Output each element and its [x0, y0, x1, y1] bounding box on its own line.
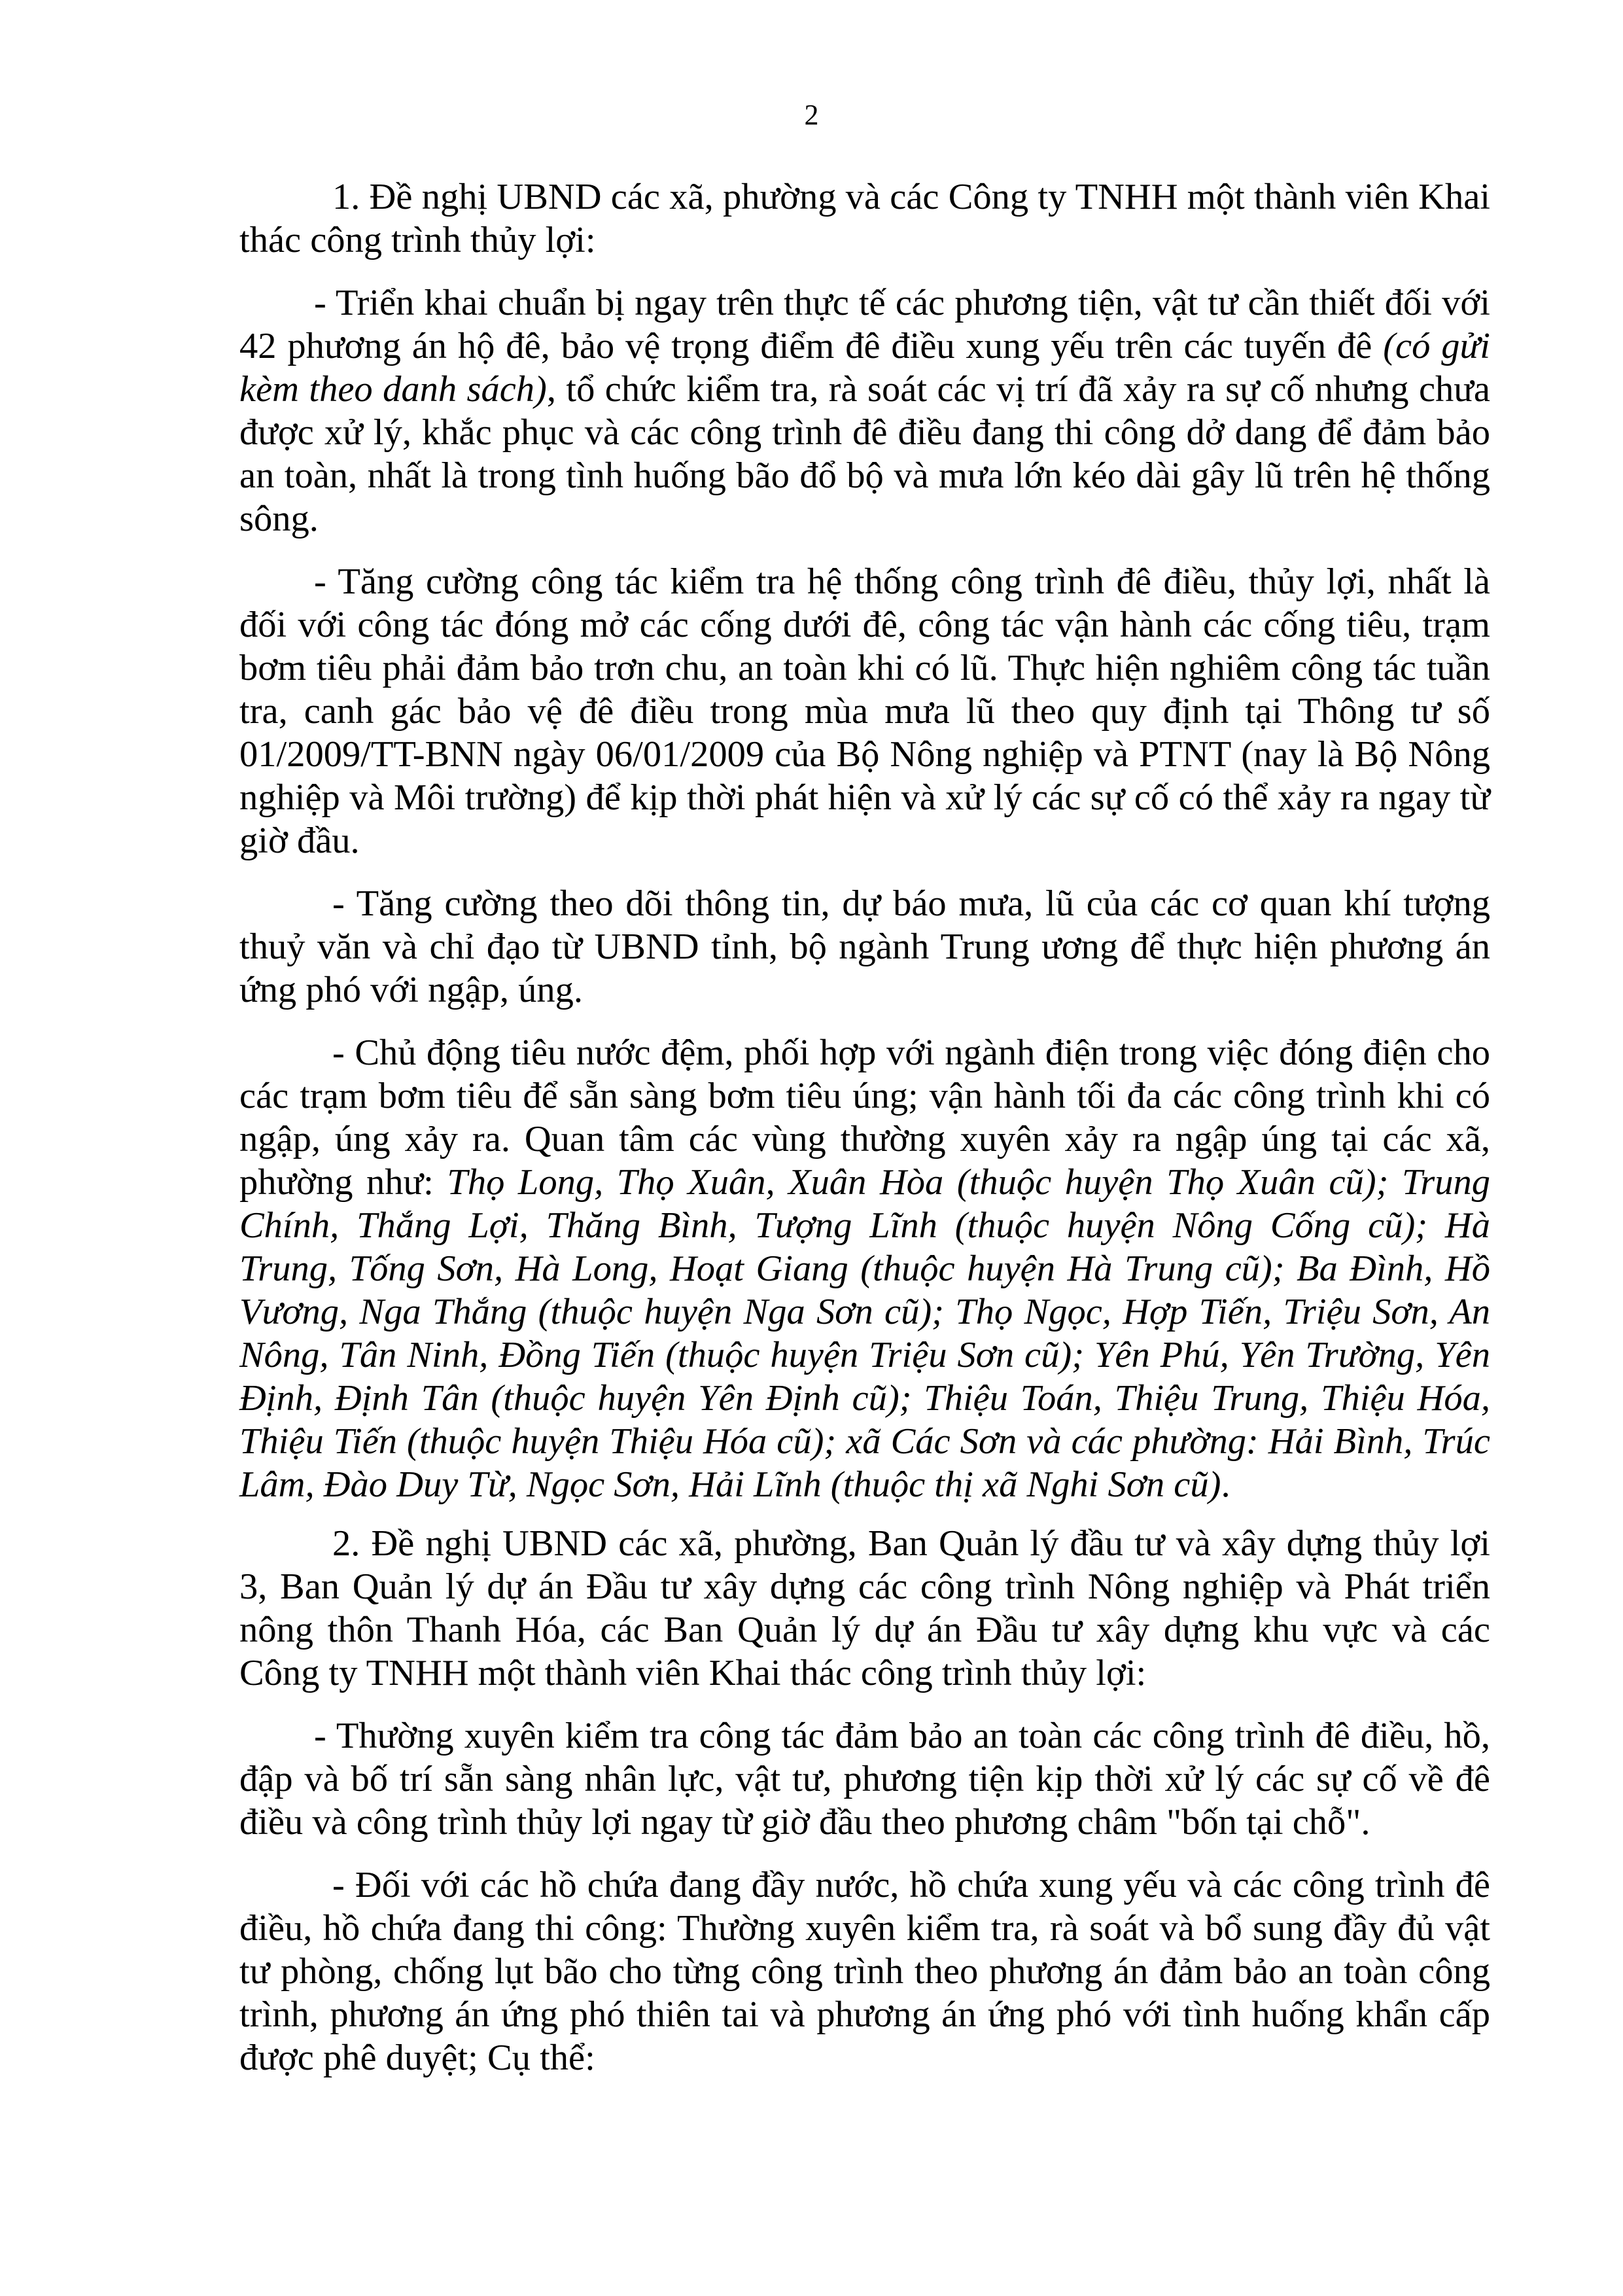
paragraph-bullet-reservoirs: - Đối với các hồ chứa đang đầy nước, hồ chứa xung yếu và các công trình đê điều, hồ chứa đang thi công: Thường xuyên kiểm tra, rà soát và bổ sung đầy đủ vật tư phòng, chống lụt bão cho từng công trình theo phương án đảm bảo an toàn công trình, phương án ứng phó thiên tai và phương án ứng phó với tình huống khẩn cấp được phê duyệt; Cụ thể: — [239, 1865, 1490, 2078]
paragraph-text: - Chủ động tiêu nước đệm, phối hợp với ngành điện trong việc đóng điện cho các trạm bơm tiêu để sẵn sàng bơm tiêu úng; vận hành tối đa các công trình khi có ngập, úng xảy ra. Quan tâm các vùng thường xuyên xảy ra ngập úng tại các xã, phường như: — [239, 1033, 1490, 1203]
paragraph-bullet-drainage — [239, 1031, 1490, 1506]
paragraph-text: , tổ chức kiểm tra, rà soát các vị trí đã xảy ra sự cố nhưng chưa được xử lý, khắc phục và các công trình đê điều đang thi công dở dang để đảm bảo an toàn, nhất là trong tình huống bão đổ bộ và mưa lớn kéo dài gây lũ trên hệ thống sông. — [239, 369, 1490, 539]
paragraph-text: - Triển khai chuẩn bị ngay trên thực tế các phương tiện, vật tư cần thiết đối với 42 phương án hộ đê, bảo vệ trọng điểm đê điều xung yếu trên các tuyến đê — [239, 283, 1490, 366]
paragraph-text: . — [1221, 1464, 1230, 1505]
paragraph-italic-note: (có gửi kèm theo danh sách) — [239, 326, 1491, 410]
paragraph-bullet-monitoring: - Tăng cường theo dõi thông tin, dự báo mưa, lũ của các cơ quan khí tượng thuỷ văn và chỉ đạo từ UBND tỉnh, bộ ngành Trung ương để thực hiện phương án ứng phó với ngập, úng. — [239, 883, 1490, 1010]
paragraph-bullet-inspection: - Tăng cường công tác kiểm tra hệ thống công trình đê điều, thủy lợi, nhất là đối với công tác đóng mở các cống dưới đê, công tác vận hành các cống tiêu, trạm bơm tiêu phải đảm bảo trơn chu, an toàn khi có lũ. Thực hiện nghiêm công tác tuần tra, canh gác bảo vệ đê điều trong mùa mưa lũ theo quy định tại Thông tư số 01/2009/TT-BNN ngày 06/01/2009 của Bộ Nông nghiệp và PTNT (nay là Bộ Nông nghiệp và Môi trường) để kịp thời phát hiện và xử lý các sự cố có thể xảy ra ngay từ giờ đầu. — [239, 561, 1490, 861]
paragraph-section-1-heading: 1. Đề nghị UBND các xã, phường và các Công ty TNHH một thành viên Khai thác công trình thủy lợi: — [239, 177, 1490, 260]
document-body — [239, 175, 1490, 2099]
paragraph-bullet-safety-check: - Thường xuyên kiểm tra công tác đảm bảo an toàn các công trình đê điều, hồ, đập và bố trí sẵn sàng nhân lực, vật tư, phương tiện kịp thời xử lý các sự cố về đê điều và công trình thủy lợi ngay từ giờ đầu theo phương châm "bốn tại chỗ". — [239, 1716, 1490, 1843]
paragraph-italic-locations: Thọ Long, Thọ Xuân, Xuân Hòa (thuộc huyện Thọ Xuân cũ); Trung Chính, Thắng Lợi, Thăng Bình, Tượng Lĩnh (thuộc huyện Nông Cống cũ); Hà Trung, Tống Sơn, Hà Long, Hoạt Giang (thuộc huyện Hà Trung cũ); Ba Đình, Hồ Vương, Nga Thắng (thuộc huyện Nga Sơn cũ); Thọ Ngọc, Hợp Tiến, Triệu Sơn, An Nông, Tân Ninh, Đồng Tiến (thuộc huyện Triệu Sơn cũ); Yên Phú, Yên Trường, Yên Định, Định Tân (thuộc huyện Yên Định cũ); Thiệu Toán, Thiệu Trung, Thiệu Hóa, Thiệu Tiến (thuộc huyện Thiệu Hóa cũ); xã Các Sơn và các phường: Hải Bình, Trúc Lâm, Đào Duy Từ, Ngọc Sơn, Hải Lĩnh (thuộc thị xã Nghi Sơn cũ) — [239, 1162, 1490, 1505]
paragraph-bullet-deploy-plans — [239, 281, 1490, 540]
page-number: 2 — [804, 99, 819, 131]
paragraph-section-2-heading: 2. Đề nghị UBND các xã, phường, Ban Quản lý đầu tư và xây dựng thủy lợi 3, Ban Quản lý dự án Đầu tư xây dựng các công trình Nông nghiệp và Phát triển nông thôn Thanh Hóa, các Ban Quản lý dự án Đầu tư xây dựng khu vực và các Công ty TNHH một thành viên Khai thác công trình thủy lợi: — [239, 1523, 1490, 1693]
